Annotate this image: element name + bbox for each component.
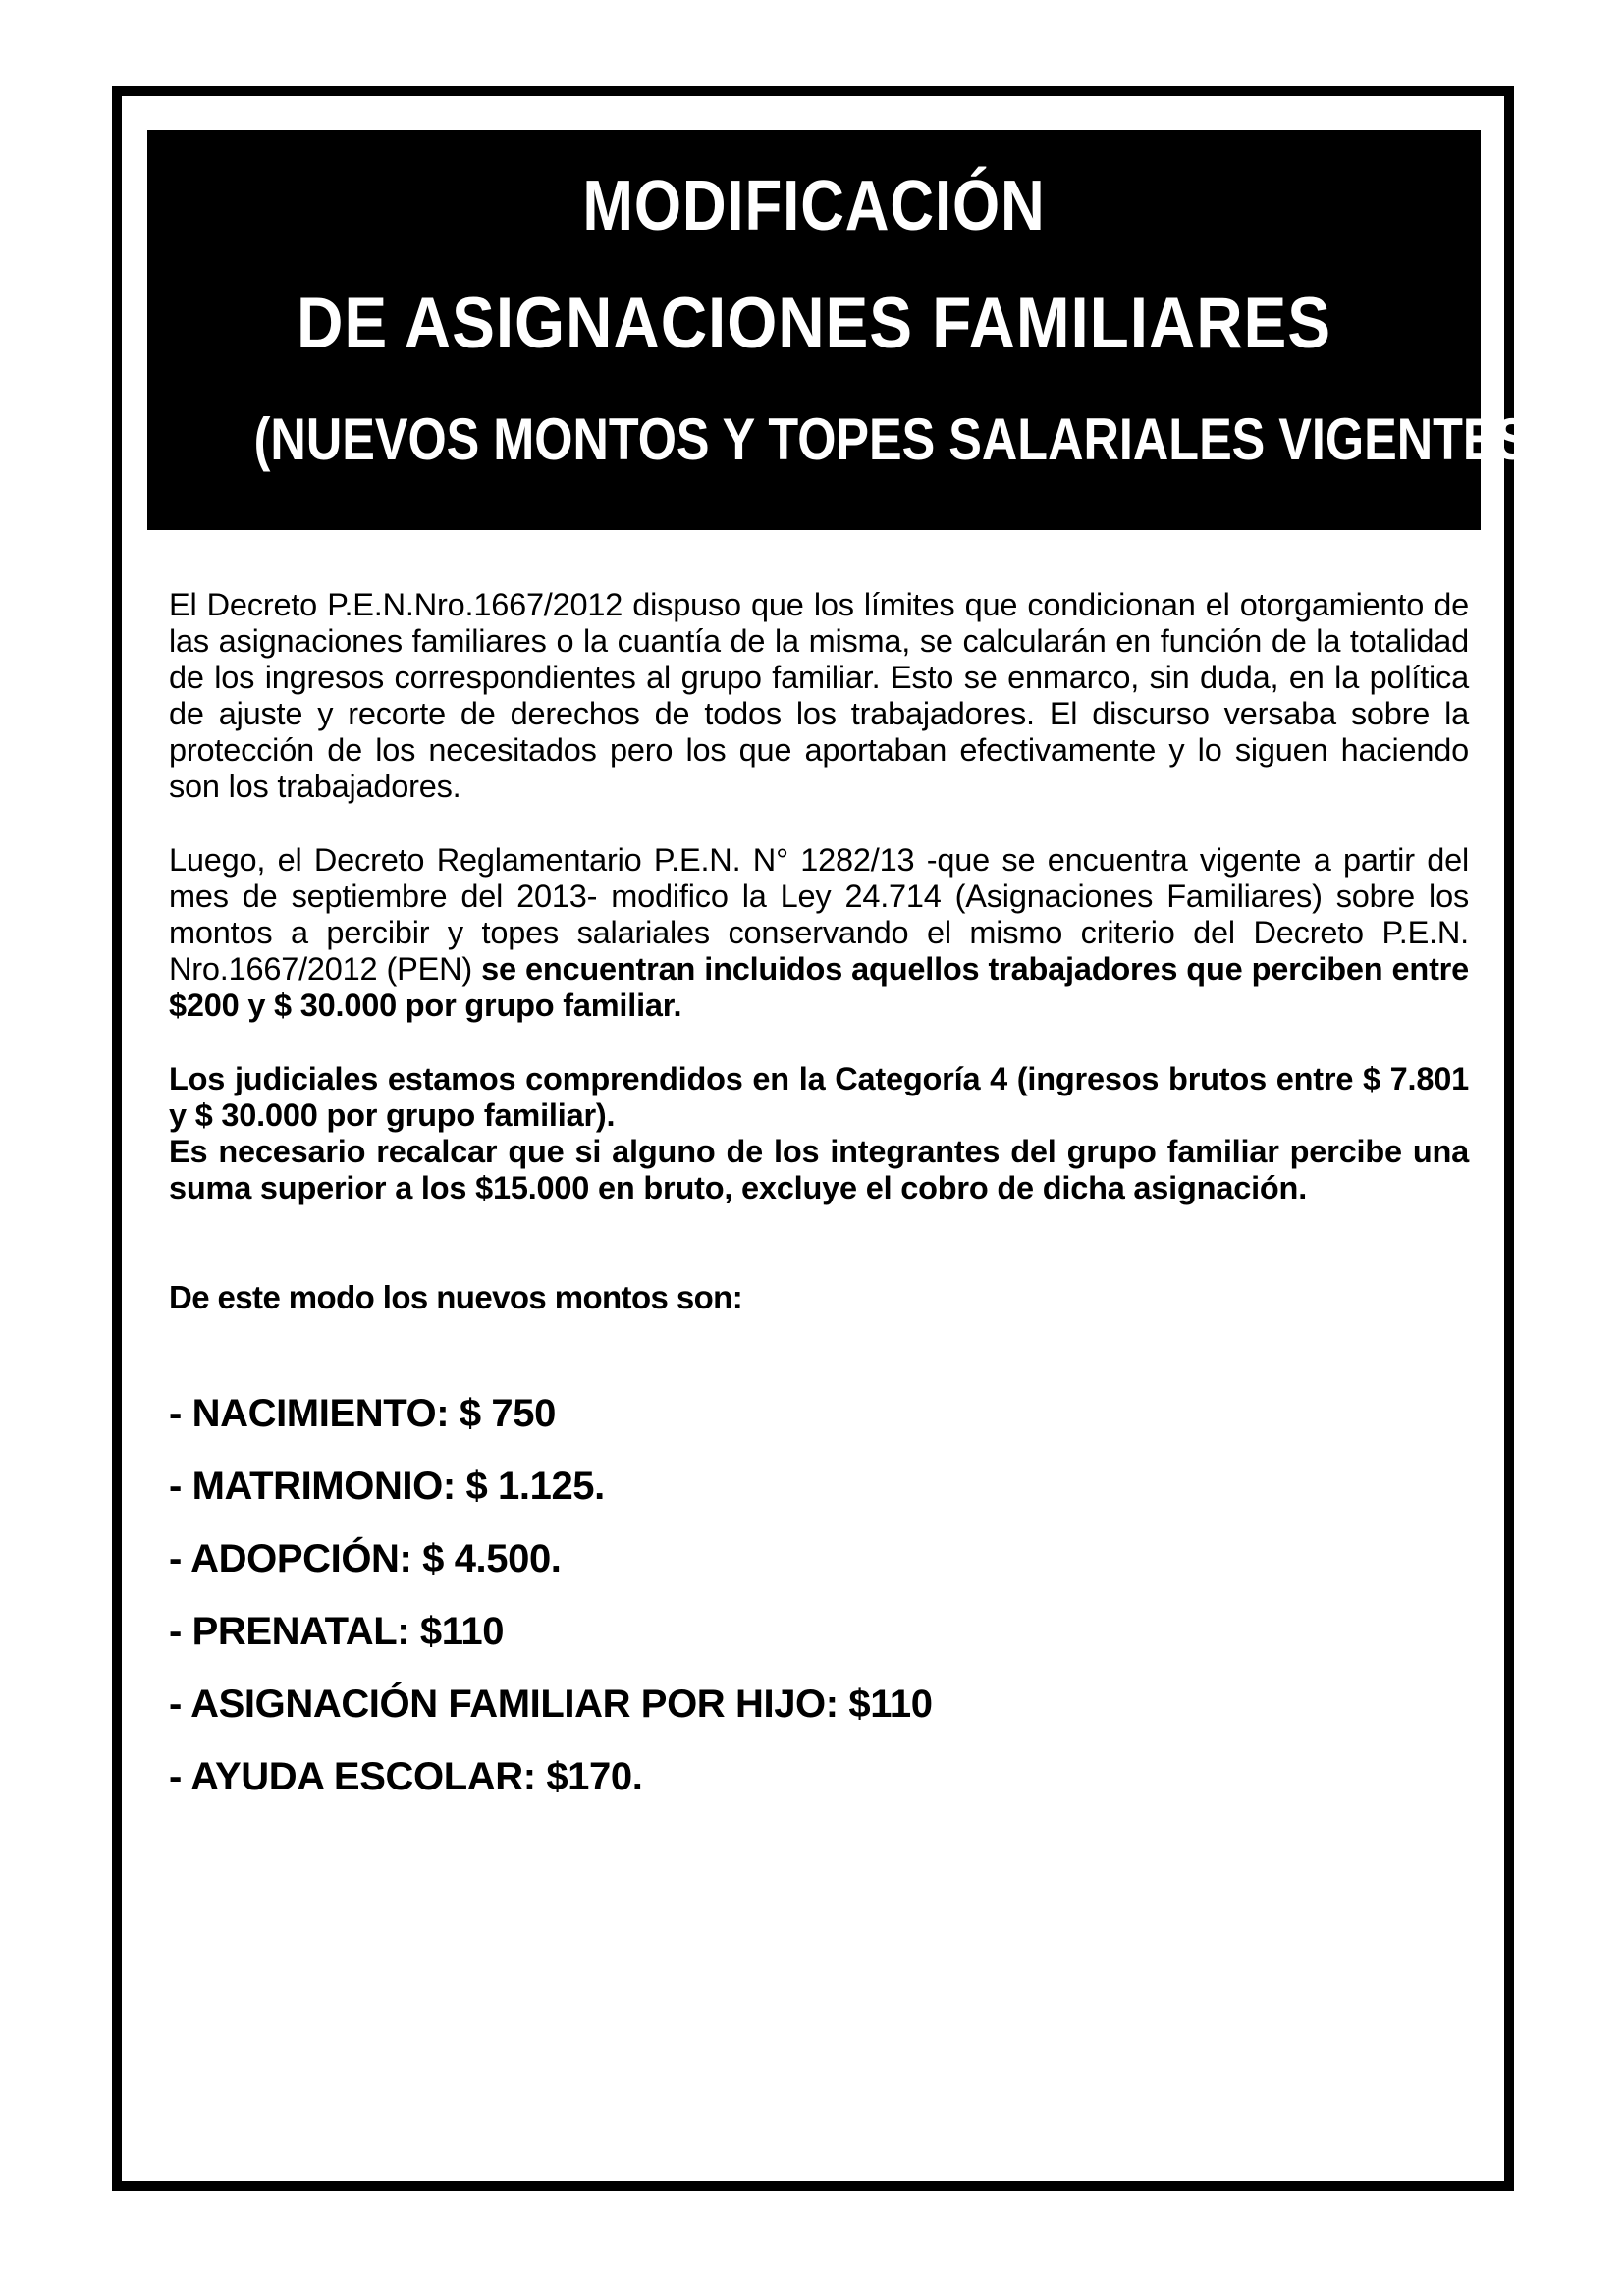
paragraph-category-4: Los judiciales estamos comprendidos en la Categoría 4 (ingresos brutos entre $ 7.801 y $ 30.000 por grupo familiar).	[169, 1061, 1469, 1133]
title-line-3: (NUEVOS MONTOS Y TOPES SALARIALES VIGENTES)	[253, 406, 1545, 472]
paragraph-decree-1282	[169, 842, 1469, 1024]
amount-ayuda-escolar: - AYUDA ESCOLAR: $170.	[169, 1755, 643, 1798]
document-body	[169, 587, 1469, 1826]
amount-asignacion-hijo: - ASIGNACIÓN FAMILIAR POR HIJO: $110	[169, 1682, 933, 1726]
amounts-intro: De este modo los nuevos montos son:	[169, 1279, 743, 1315]
amount-prenatal: - PRENATAL: $110	[169, 1610, 505, 1653]
paragraph-decree-1282-bold: se encuentran incluidos aquellos trabajadores que perciben entre $200 y $ 30.000 por grupo familiar.	[169, 951, 1470, 1023]
amount-matrimonio: - MATRIMONIO: $ 1.125.	[169, 1465, 605, 1508]
title-line-1: MODIFICACIÓN	[582, 167, 1046, 245]
amount-nacimiento: - NACIMIENTO: $ 750	[169, 1392, 556, 1435]
title-banner	[147, 130, 1545, 530]
amounts-list	[169, 1390, 1469, 1800]
paragraph-decree-1282-text: Luego, el Decreto Reglamentario P.E.N. N° 1282/13 -que se encuentra vigente a partir del mes de septiembre del 2013- modifico la Ley 24.714 (Asignaciones Familiares) sobre los montos a percibir y topes salariales conservando el mismo criterio del Decreto P.E.N. Nro.1667/2012 (PEN)	[169, 842, 1469, 987]
title-line-2: DE ASIGNACIONES FAMILIARES	[296, 284, 1332, 363]
paragraph-exclusion: Es necesario recalcar que si alguno de los integrantes del grupo familiar percibe una suma superior a los $15.000 en bruto, excluye el cobro de dicha asignación.	[169, 1134, 1469, 1205]
amount-adopcion: - ADOPCIÓN: $ 4.500.	[169, 1537, 562, 1580]
paragraph-decree-1667: El Decreto P.E.N.Nro.1667/2012 dispuso que los límites que condicionan el otorgamiento de las asignaciones familiares o la cuantía de la misma, se calcularán en función de la totalidad de los ingresos correspondientes al grupo familiar. Esto se enmarco, sin duda, en la política de ajuste y recorte de derechos de todos los trabajadores. El discurso versaba sobre la protección de los necesitados pero los que aportaban efectivamente y lo siguen haciendo son los trabajadores.	[169, 587, 1469, 804]
